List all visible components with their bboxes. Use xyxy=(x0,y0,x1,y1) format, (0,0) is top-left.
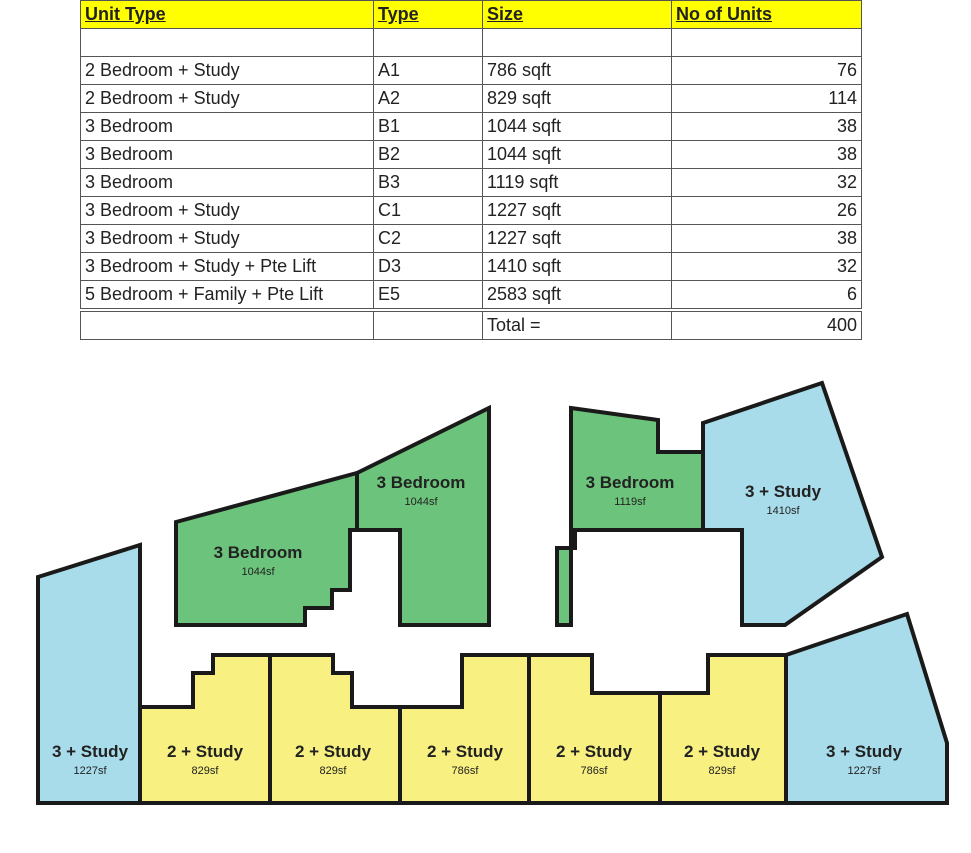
size-cell: 1044 sqft xyxy=(483,113,672,141)
spacer-cell xyxy=(672,29,862,57)
table-row xyxy=(81,85,862,113)
type-cell: E5 xyxy=(374,281,483,311)
table-row xyxy=(81,141,862,169)
unit-size-label: 829sf xyxy=(319,765,347,777)
units-cell: 32 xyxy=(672,169,862,197)
size-cell: 2583 sqft xyxy=(483,281,672,311)
table-row xyxy=(81,197,862,225)
unit-size-label: 1227sf xyxy=(847,765,881,777)
unit-label: 2 + Study xyxy=(294,742,372,761)
floor-unit-3 xyxy=(703,383,882,625)
floor-unit-5 xyxy=(140,655,270,803)
unit-type-cell: 3 Bedroom xyxy=(81,141,374,169)
units-cell: 76 xyxy=(672,57,862,85)
type-cell: A1 xyxy=(374,57,483,85)
unit-type-cell: 2 Bedroom + Study xyxy=(81,85,374,113)
unit-size-label: 1227sf xyxy=(73,765,107,777)
spacer-cell xyxy=(81,29,374,57)
type-cell: B1 xyxy=(374,113,483,141)
floor-unit-2 xyxy=(557,408,703,625)
table-row xyxy=(81,253,862,281)
header-size: Size xyxy=(483,1,672,29)
unit-type-cell: 2 Bedroom + Study xyxy=(81,57,374,85)
units-cell: 6 xyxy=(672,281,862,311)
unit-size-label: 1410sf xyxy=(766,505,800,517)
type-cell: B2 xyxy=(374,141,483,169)
unit-type-cell: 3 Bedroom xyxy=(81,113,374,141)
header-no-of-units: No of Units xyxy=(672,1,862,29)
total-empty-cell xyxy=(81,310,374,340)
unit-label: 2 + Study xyxy=(166,742,244,761)
floor-unit-9 xyxy=(660,655,786,803)
unit-label: 3 + Study xyxy=(744,482,822,501)
table-row xyxy=(81,113,862,141)
floor-unit-7 xyxy=(400,655,529,803)
unit-type-cell: 5 Bedroom + Family + Pte Lift xyxy=(81,281,374,311)
floor-unit-8 xyxy=(529,655,660,803)
units-cell: 114 xyxy=(672,85,862,113)
size-cell: 786 sqft xyxy=(483,57,672,85)
floor-unit-6 xyxy=(270,655,400,803)
unit-size-label: 1044sf xyxy=(241,566,275,578)
header-type: Type xyxy=(374,1,483,29)
total-value-cell: 400 xyxy=(672,310,862,340)
unit-mix-table xyxy=(80,0,862,340)
size-cell: 829 sqft xyxy=(483,85,672,113)
table-row xyxy=(81,169,862,197)
unit-label: 3 Bedroom xyxy=(213,543,303,562)
unit-label: 2 + Study xyxy=(555,742,633,761)
table-spacer-row xyxy=(81,29,862,57)
type-cell: A2 xyxy=(374,85,483,113)
unit-size-label: 1044sf xyxy=(404,496,438,508)
unit-type-cell: 3 Bedroom + Study xyxy=(81,225,374,253)
table-row xyxy=(81,281,862,311)
floor-plan xyxy=(0,375,971,853)
spacer-cell xyxy=(483,29,672,57)
unit-size-label: 786sf xyxy=(580,765,608,777)
unit-type-cell: 3 Bedroom + Study xyxy=(81,197,374,225)
size-cell: 1410 sqft xyxy=(483,253,672,281)
unit-label: 3 + Study xyxy=(51,742,129,761)
units-cell: 38 xyxy=(672,113,862,141)
units-cell: 32 xyxy=(672,253,862,281)
unit-type-cell: 3 Bedroom + Study + Pte Lift xyxy=(81,253,374,281)
type-cell: C1 xyxy=(374,197,483,225)
size-cell: 1119 sqft xyxy=(483,169,672,197)
unit-label: 3 + Study xyxy=(825,742,903,761)
table-header-row xyxy=(81,1,862,29)
units-cell: 38 xyxy=(672,141,862,169)
unit-size-label: 829sf xyxy=(191,765,219,777)
unit-size-label: 829sf xyxy=(708,765,736,777)
size-cell: 1227 sqft xyxy=(483,197,672,225)
unit-label: 3 Bedroom xyxy=(585,473,675,492)
unit-size-label: 786sf xyxy=(451,765,479,777)
units-cell: 38 xyxy=(672,225,862,253)
units-cell: 26 xyxy=(672,197,862,225)
size-cell: 1227 sqft xyxy=(483,225,672,253)
unit-label: 3 Bedroom xyxy=(376,473,466,492)
unit-type-cell: 3 Bedroom xyxy=(81,169,374,197)
table-row xyxy=(81,57,862,85)
type-cell: B3 xyxy=(374,169,483,197)
header-unit-type: Unit Type xyxy=(81,1,374,29)
unit-size-label: 1119sf xyxy=(614,496,646,508)
table-total-row xyxy=(81,310,862,340)
spacer-cell xyxy=(374,29,483,57)
size-cell: 1044 sqft xyxy=(483,141,672,169)
total-label-cell: Total = xyxy=(483,310,672,340)
unit-label: 2 + Study xyxy=(683,742,761,761)
table-row xyxy=(81,225,862,253)
type-cell: D3 xyxy=(374,253,483,281)
floor-unit-1 xyxy=(357,408,489,625)
type-cell: C2 xyxy=(374,225,483,253)
unit-label: 2 + Study xyxy=(426,742,504,761)
total-empty-cell xyxy=(374,310,483,340)
